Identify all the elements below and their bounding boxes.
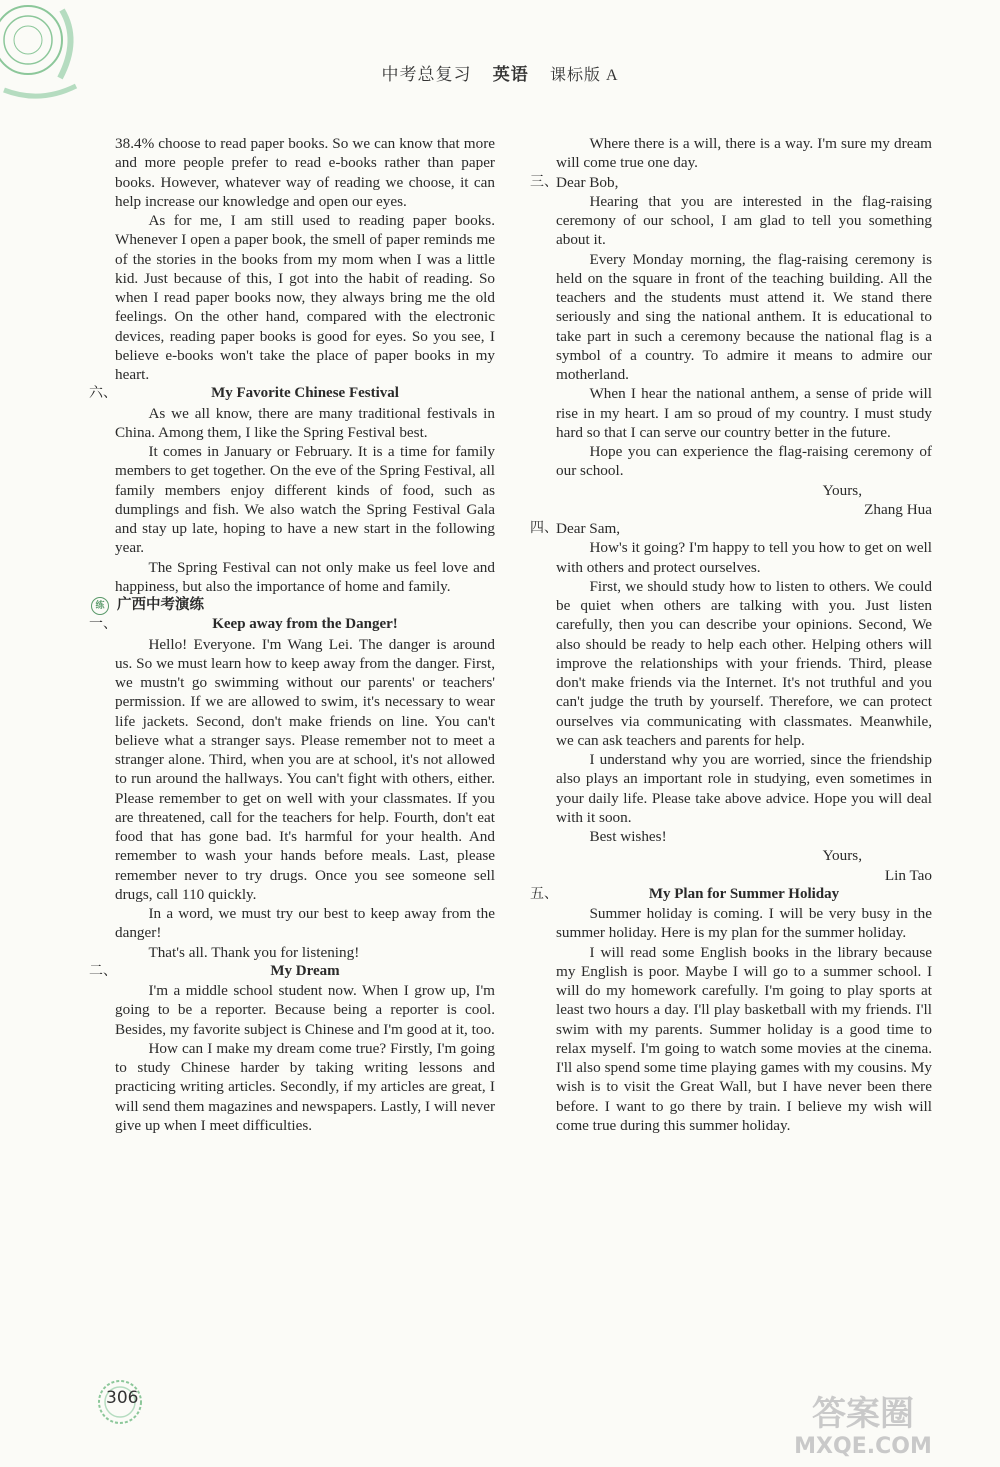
paragraph: Hello! Everyone. I'm Wang Lei. The danger is around us. So we must learn how to keep away from the danger. First, we mustn't go swimming without our parents' or teachers' permission. If we are allowed to swim, it's necessary to wear life jackets. Second, don't make friends on line. You can't believe what a stranger says. Please remember not to meet a stranger alone. Third, when you are at school, it's not allowed to run around the hallways. You can't fight with others, either. Please remember to get on well with your classmates. If you are threatened, call for the teachers for help. Fourth, don't eat food that has gone bad. It's harmful for your health. And remember to wash your hands before meals. Last, please remember never to try drugs. Once you see someone sell drugs, call 110 quickly. xyxy=(115,635,495,903)
paragraph: It comes in January or February. It is a time for family members to get together. On the eve of the Spring Festival, all family members enjoy different kinds of food, such as dumplings and fish. We also watch the Spring Festival Gala and stay up late, hoping to have a new start in the following year. xyxy=(115,443,495,557)
practice-badge-icon: 练 xyxy=(91,597,109,615)
section-number: 三、 xyxy=(530,173,558,190)
paragraph: I'm a middle school student now. When I grow up, I'm going to be a reporter. Because being a reporter is cool. Besides, my favorite subject is Chinese and I'm good at it, too. xyxy=(115,982,495,1038)
paragraph: When I hear the national anthem, a sense of pride will rise in my heart. I am so proud of my country. I must study hard so that I can serve our country better in the future. xyxy=(556,385,932,441)
section-heading xyxy=(530,885,932,904)
corner-seal-icon xyxy=(0,0,100,110)
section-number: 一、 xyxy=(89,616,117,633)
letter-salutation xyxy=(530,519,932,538)
paragraph: Where there is a will, there is a way. I'm sure my dream will come true one day. xyxy=(556,135,932,172)
page-number-text: 306 xyxy=(106,1388,139,1408)
paragraph: The Spring Festival can not only make us feel love and happiness, but also the importance of home and family. xyxy=(115,558,495,595)
letter-salutation xyxy=(530,173,932,192)
left-column xyxy=(89,134,495,1135)
section-heading xyxy=(89,384,495,403)
paragraph: In a word, we must try our best to keep away from the danger! xyxy=(115,905,495,942)
section-number: 六、 xyxy=(89,385,117,402)
section-number: 四、 xyxy=(530,520,558,536)
section-number: 二、 xyxy=(89,962,117,979)
salutation-text: Dear Sam, xyxy=(556,520,621,537)
section-heading xyxy=(89,615,495,634)
paragraph: First, we should study how to listen to others. We could be quiet when others are talking with you. Just listen carefully, then you can describe your opinions. Second, We also should be ready to help each other. Helping others will improve the relationships with your friends. Third, please don't make friends via the Internet. It's not truthful and you can't judge the truth by yourself. Therefore, we can protect ourselves via communicating with classmates. Meanwhile, we can ask teachers and parents for help. xyxy=(556,577,932,749)
essay-title: My Dream xyxy=(270,962,340,979)
letter-closing: Yours, xyxy=(822,847,862,865)
letter-signature: Zhang Hua xyxy=(864,500,932,518)
book-title: 中考总复习 xyxy=(381,65,472,84)
watermark-text: 答案圈 xyxy=(812,1394,914,1434)
paragraph: How can I make my dream come true? Firstly, I'm going to study Chinese harder by taking writing lessons and practicing writing articles. Secondly, if my articles are great, I will send them magazines and newspapers. Lastly, I will never give up when I meet difficulties. xyxy=(115,1039,495,1134)
section-heading xyxy=(89,962,495,981)
practice-banner xyxy=(95,596,495,615)
paragraph: Hope you can experience the flag-raising ceremony of our school. xyxy=(556,443,932,480)
right-column xyxy=(530,134,932,1135)
paragraph: I understand why you are worried, since the friendship also plays an important role in studying, even sometimes in your daily life. Please take above advice. Hope you will deal with it soon. xyxy=(556,751,932,826)
paragraph: Best wishes! xyxy=(589,828,667,845)
essay-title: My Plan for Summer Holiday xyxy=(648,885,840,902)
paragraph: Summer holiday is coming. I will be very busy in the summer holiday. Here is my plan for the summer holiday. xyxy=(556,905,932,942)
watermark-url: MXQE.COM xyxy=(794,1434,932,1459)
paragraph: 38.4% choose to read paper books. So we can know that more and more people prefer to read e-books rather than paper books. However, whatever way of reading we choose, it can help increase our knowledge and open our eyes. xyxy=(115,135,495,210)
running-header xyxy=(0,60,1000,85)
essay-title: My Favorite Chinese Festival xyxy=(211,385,399,402)
salutation-text: Dear Bob, xyxy=(556,173,619,191)
section-number: 五、 xyxy=(530,885,558,902)
page-number xyxy=(92,1378,154,1424)
essay-title: Keep away from the Danger! xyxy=(212,616,398,633)
letter-signature: Lin Tao xyxy=(884,866,932,884)
subject-label: 英语 xyxy=(492,65,529,84)
watermark-logo-icon xyxy=(738,1389,988,1459)
paragraph: That's all. Thank you for listening! xyxy=(148,943,360,961)
paragraph: Every Monday morning, the flag-raising ceremony is held on the square in front of the teaching building. All the teachers and the students must attend it. We stand there seriously and sing the national anthem. It is educational to take part in such a ceremony because the national flag is a symbol of a country. To admire it means to admire our motherland. xyxy=(556,250,932,383)
banner-label: 广西中考演练 xyxy=(117,597,204,613)
paragraph: As for me, I am still used to reading paper books. Whenever I open a paper book, the smell of paper reminds me of the stories in the books from my mom when I was a little kid. Just because of this, I got into the habit of reading. So when I read paper books now, they always bring me the old feelings. On the other hand, compared with the electronic devices, reading paper books is good for eyes. So you see, I believe e-books won't take the place of paper books in my heart. xyxy=(115,212,495,383)
letter-closing: Yours, xyxy=(822,481,862,499)
paragraph: Hearing that you are interested in the flag-raising ceremony of our school, I am glad to tell you something about it. xyxy=(556,192,932,249)
edition-label: 课标版 A xyxy=(549,67,619,84)
paragraph: As we all know, there are many traditional festivals in China. Among them, I like the Spring Festival best. xyxy=(115,404,495,441)
paragraph: How's it going? I'm happy to tell you how to get on well with others and protect ourselves. xyxy=(556,539,932,576)
paragraph: I will read some English books in the library because my English is poor. Maybe I will go to a summer school. I will do my homework carefully. I'm going to play sports at least two hours a day. I'll play basketball with my friends. I'll swim with my parents. Summer holiday is a good time to relax myself. I'm going to watch some movies at the cinema. I'll also spend some time playing games with my cousins. My wish is to visit the Great Wall, but I have never been there before. I want to go there by train. I believe my wish will come true during this summer holiday. xyxy=(556,943,932,1134)
